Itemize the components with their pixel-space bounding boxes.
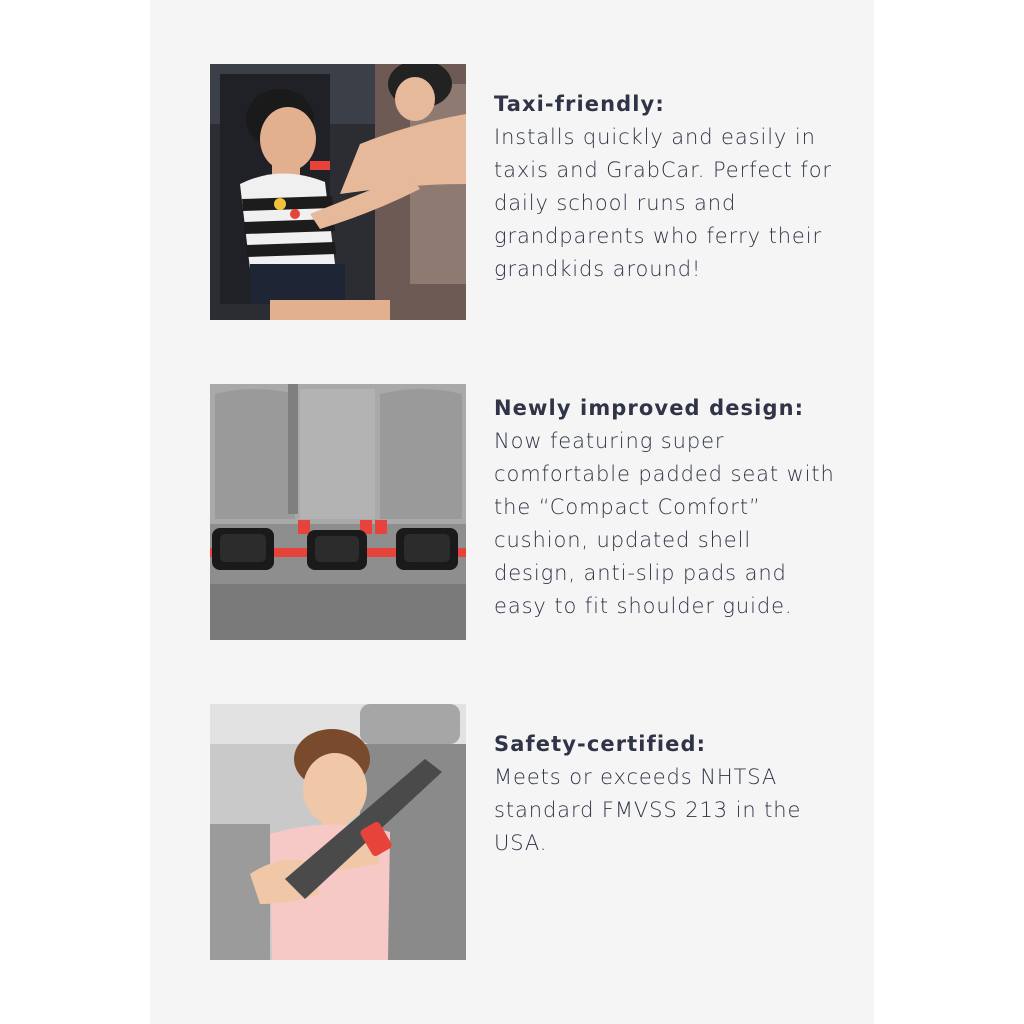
feature-text — [494, 88, 839, 286]
three-booster-seats-photo — [210, 384, 466, 640]
feature-description: Meets or exceeds NHTSA standard FMVSS 213 in the USA. — [494, 765, 802, 855]
feature-text — [494, 392, 839, 623]
feature-heading: Safety-certified: — [494, 732, 707, 756]
girl-with-seatbelt-photo — [210, 704, 466, 960]
product-feature-panel — [150, 0, 874, 1024]
feature-description: Now featuring super comfortable padded seat with the “Compact Comfort” cushion, updated shell design, anti-slip pads and easy to fit shoulder guide. — [494, 429, 835, 618]
feature-heading: Newly improved design: — [494, 396, 805, 420]
feature-heading: Taxi-friendly: — [494, 92, 665, 116]
boy-in-taxi-photo — [210, 64, 466, 320]
feature-text — [494, 728, 839, 860]
feature-description: Installs quickly and easily in taxis and GrabCar. Perfect for daily school runs and grandparents who ferry their grandkids around! — [494, 125, 832, 281]
